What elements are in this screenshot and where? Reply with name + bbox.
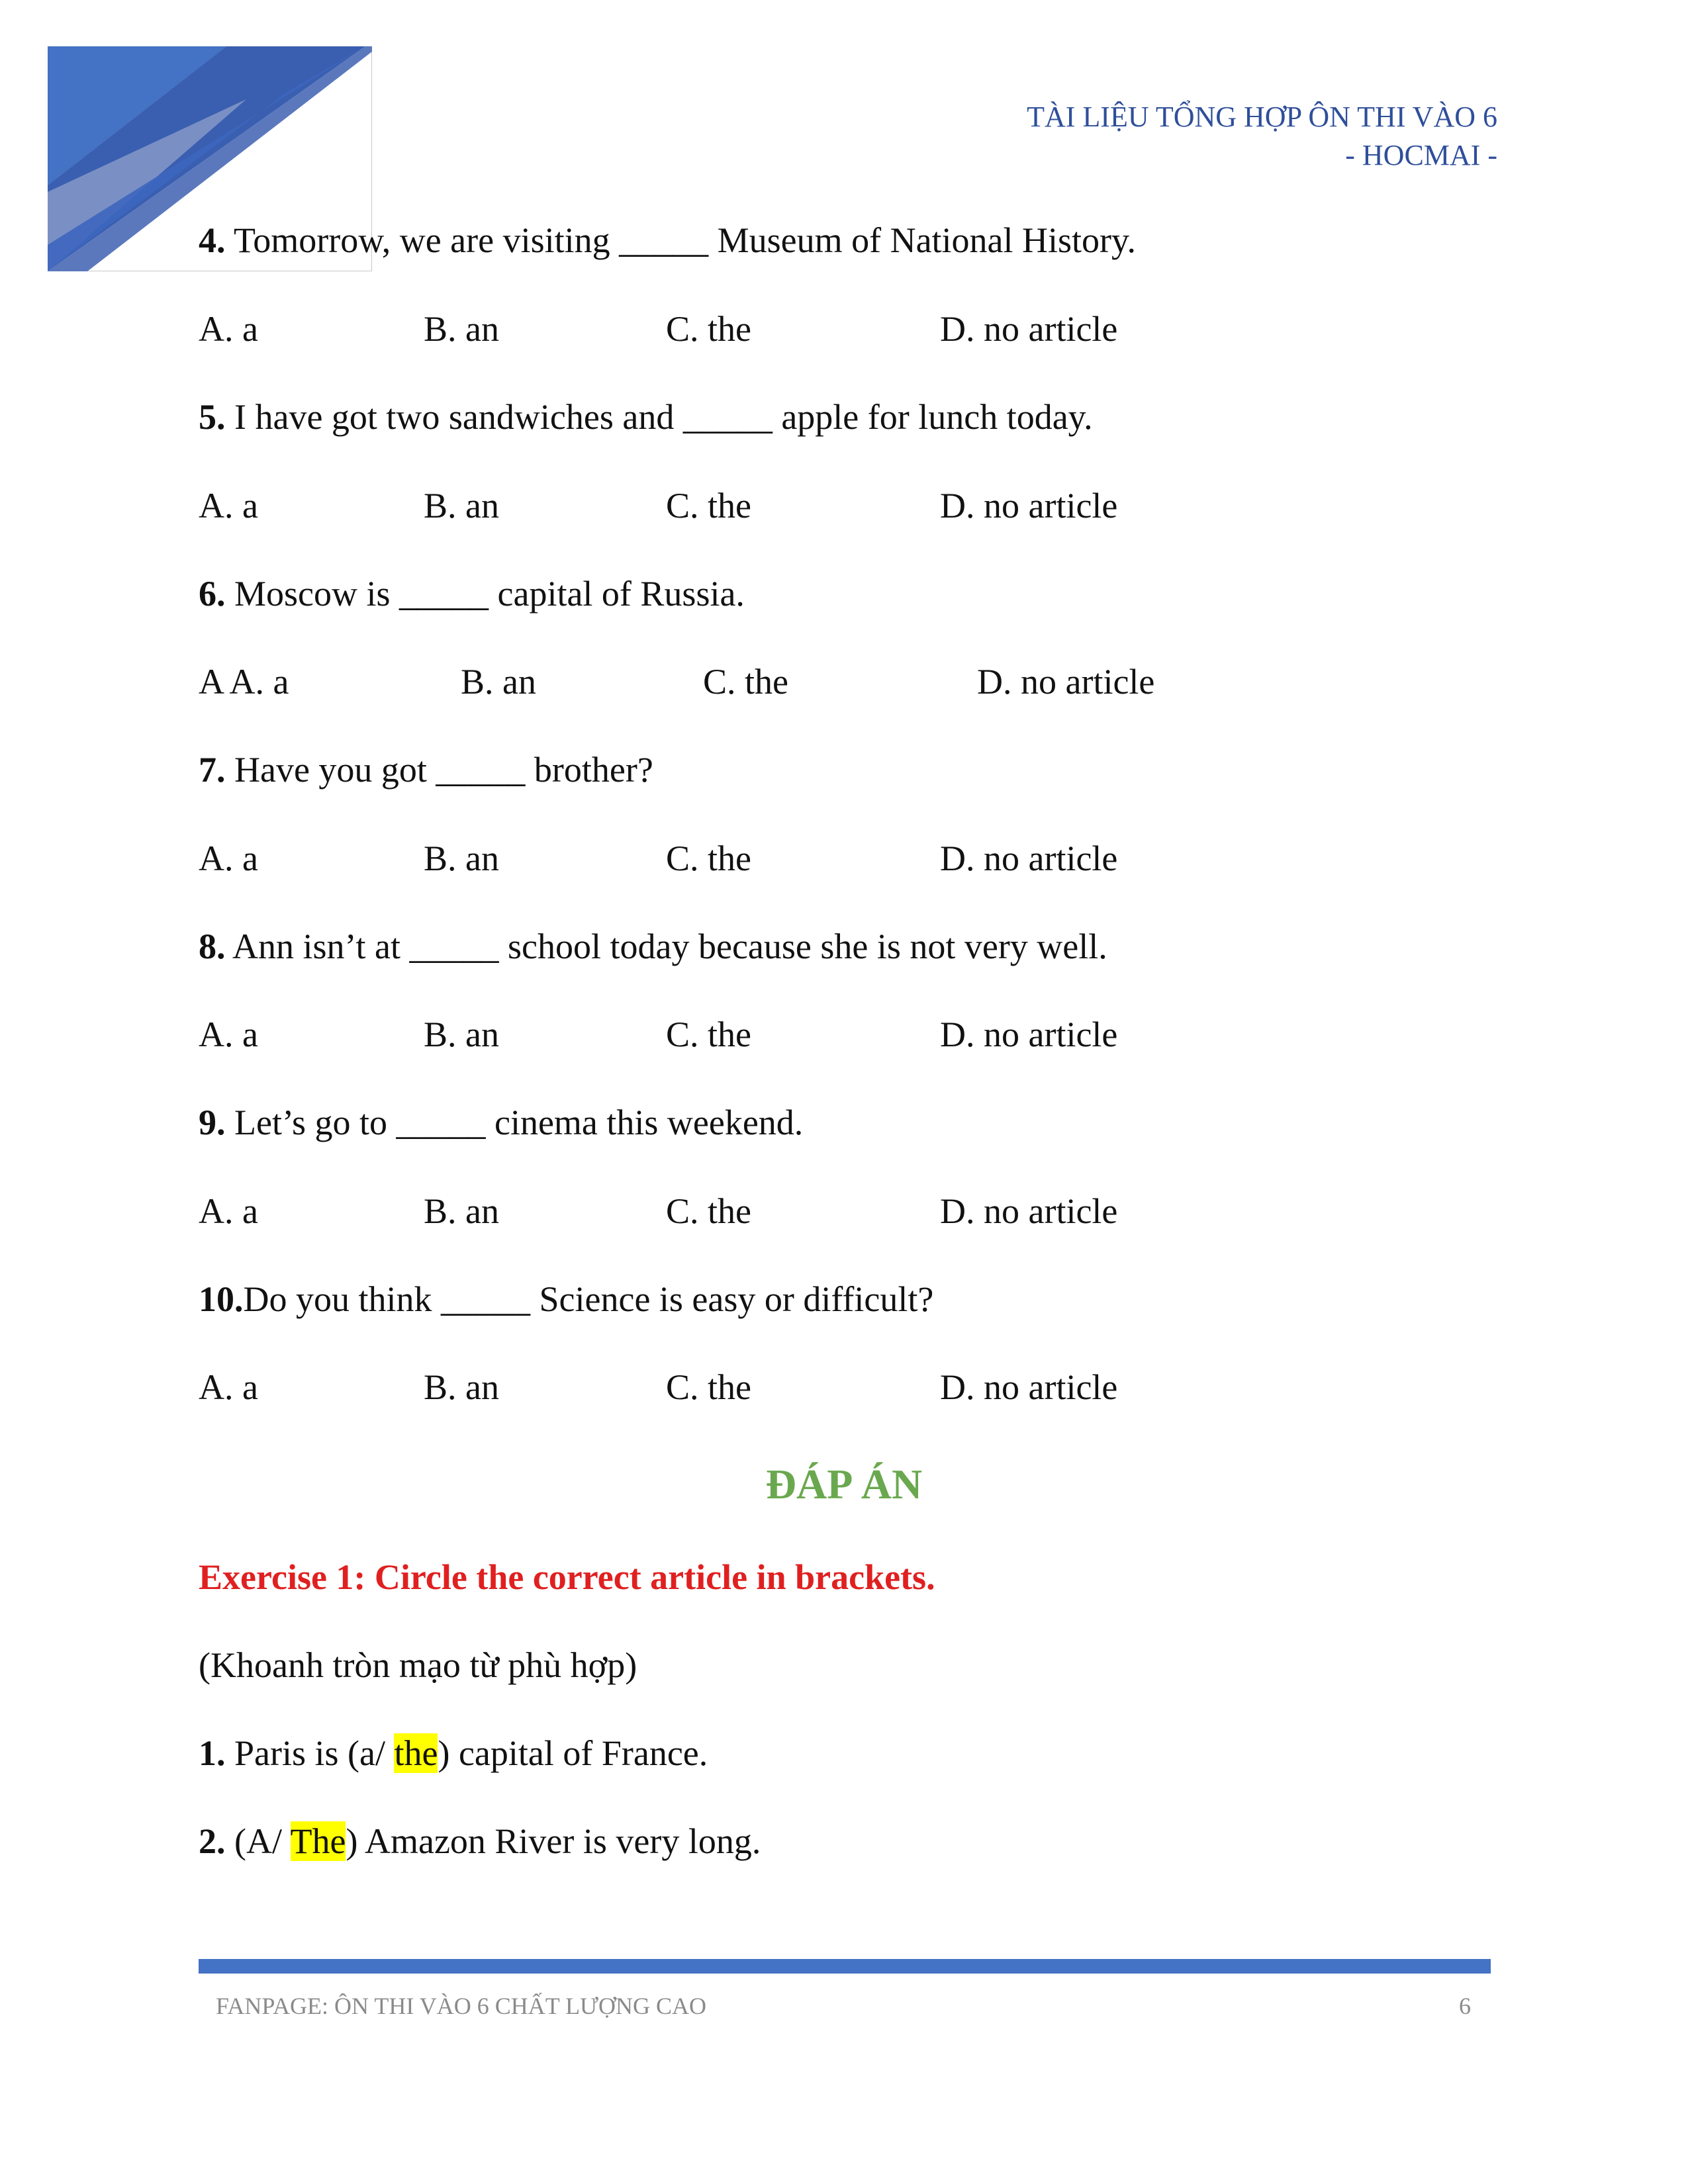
option-c: C. the bbox=[703, 662, 788, 702]
answer-number: 1. bbox=[199, 1733, 226, 1773]
question-10 bbox=[199, 1279, 933, 1320]
option-d: D. no article bbox=[940, 1191, 1118, 1231]
option-d: D. no article bbox=[977, 662, 1155, 702]
option-a: A. a bbox=[199, 486, 258, 525]
option-a: A. a bbox=[199, 839, 258, 878]
question-9 bbox=[199, 1102, 803, 1143]
document-header bbox=[1027, 98, 1497, 175]
answer-key-title: ĐÁP ÁN bbox=[765, 1461, 923, 1508]
option-c: C. the bbox=[666, 309, 751, 349]
answer-number: 2. bbox=[199, 1821, 226, 1861]
option-d: D. no article bbox=[940, 1015, 1118, 1054]
question-text: Moscow is _____ capital of Russia. bbox=[225, 574, 745, 614]
header-subtitle: - HOCMAI - bbox=[1345, 139, 1497, 171]
exercise-subtitle: (Khoanh tròn mạo từ phù hợp) bbox=[199, 1645, 637, 1685]
option-b: B. an bbox=[424, 839, 499, 878]
question-text: Tomorrow, we are visiting _____ Museum of National History. bbox=[225, 220, 1137, 260]
option-d: D. no article bbox=[940, 1367, 1118, 1407]
question-number: 4. bbox=[199, 220, 226, 260]
answer-text-after: ) Amazon River is very long. bbox=[346, 1821, 761, 1861]
answer-text-before: Paris is (a/ bbox=[225, 1733, 395, 1773]
footer-divider bbox=[199, 1959, 1491, 1974]
option-c: C. the bbox=[666, 1015, 751, 1054]
footer-fanpage-text: FANPAGE: ÔN THI VÀO 6 CHẤT LƯỢNG CAO bbox=[216, 1993, 706, 2019]
question-number: 10. bbox=[199, 1279, 244, 1319]
option-b: B. an bbox=[424, 1367, 499, 1407]
option-b: B. an bbox=[424, 486, 499, 525]
option-b: B. an bbox=[424, 1015, 499, 1054]
answer-item-1 bbox=[199, 1733, 708, 1774]
option-b: B. an bbox=[424, 1191, 499, 1231]
question-7 bbox=[199, 749, 653, 790]
option-c: C. the bbox=[666, 1367, 751, 1407]
question-number: 8. bbox=[199, 927, 226, 966]
answer-item-2 bbox=[199, 1821, 761, 1862]
highlighted-answer: the bbox=[394, 1733, 438, 1773]
option-a: A. a bbox=[199, 309, 258, 349]
question-text: Do you think _____ Science is easy or difficult? bbox=[243, 1279, 934, 1319]
question-5 bbox=[199, 396, 1093, 437]
question-6 bbox=[199, 573, 745, 614]
option-b: B. an bbox=[461, 662, 536, 702]
option-d: D. no article bbox=[940, 309, 1118, 349]
option-d: D. no article bbox=[940, 839, 1118, 878]
option-d: D. no article bbox=[940, 486, 1118, 525]
option-b: B. an bbox=[424, 309, 499, 349]
option-c: C. the bbox=[666, 1191, 751, 1231]
option-a: A A. a bbox=[199, 662, 289, 702]
option-c: C. the bbox=[666, 486, 751, 525]
answer-text-after: ) capital of France. bbox=[438, 1733, 708, 1773]
question-8 bbox=[199, 926, 1107, 967]
question-4 bbox=[199, 220, 1136, 261]
option-a: A. a bbox=[199, 1015, 258, 1054]
question-number: 7. bbox=[199, 750, 226, 790]
answer-text-before: (A/ bbox=[225, 1821, 291, 1861]
question-number: 9. bbox=[199, 1103, 226, 1142]
question-number: 6. bbox=[199, 574, 226, 614]
question-text: I have got two sandwiches and _____ apple for lunch today. bbox=[225, 397, 1093, 437]
page-number: 6 bbox=[1459, 1993, 1471, 2019]
question-text: Have you got _____ brother? bbox=[225, 750, 653, 790]
option-a: A. a bbox=[199, 1367, 258, 1407]
option-c: C. the bbox=[666, 839, 751, 878]
header-title: TÀI LIỆU TỔNG HỢP ÔN THI VÀO 6 bbox=[1027, 101, 1497, 133]
question-text: Ann isn’t at _____ school today because she is not very well. bbox=[225, 927, 1107, 966]
question-number: 5. bbox=[199, 397, 226, 437]
question-text: Let’s go to _____ cinema this weekend. bbox=[225, 1103, 804, 1142]
option-a: A. a bbox=[199, 1191, 258, 1231]
highlighted-answer: The bbox=[290, 1821, 346, 1861]
exercise-title: Exercise 1: Circle the correct article in brackets. bbox=[199, 1557, 935, 1597]
